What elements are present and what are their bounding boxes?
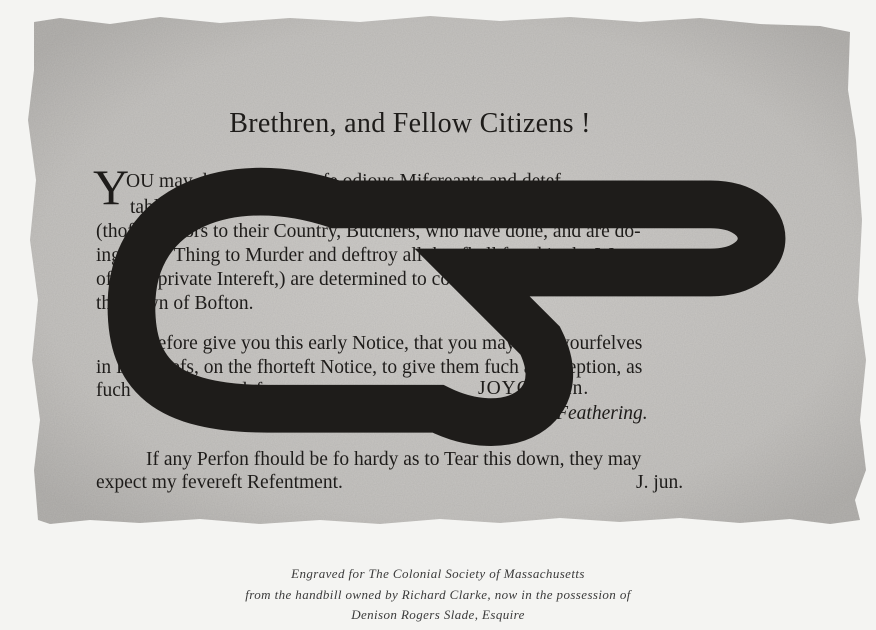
signature-j-jun: J. jun. <box>636 472 684 493</box>
para2-line-3: fuch vile Ingrates deferve. <box>96 380 301 401</box>
tea-consignees: Tea Consignees, <box>456 197 596 218</box>
drop-cap: Y <box>93 159 130 215</box>
para2-line-2: in Readinefs, on the fhorteft Notice, to give them fuch a Reception, as <box>96 357 643 378</box>
para2-line-1: I therefore give you this early Notice, that you may hold yourfelves <box>116 333 643 354</box>
para3-line-2: expect my fevereft Refentment. <box>96 472 343 493</box>
para1-line-5: of their private Intereft,) are determined to come and refide again in <box>96 269 625 290</box>
para1-line-2-text: table Tools to Miniftry and Governor, the <box>130 197 457 218</box>
para1-line-1: OU may depend, that thofe odious Mifcreants and detef- <box>126 171 568 192</box>
signature-joyce: JOYCE, jun. <box>478 378 590 399</box>
para1-line-3: (thofe Traitors to their Country, Butchers, who have done, and are do- <box>96 221 641 242</box>
caption-line-2: from the handbill owned by Richard Clarke, now in the possession of <box>245 587 631 602</box>
para1-line-6: the Town of Bofton. <box>96 293 254 314</box>
para1-line-4: ing every Thing to Murder and deftroy all that fhall ftand in the Way <box>96 245 631 266</box>
handbill-heading: Brethren, and Fellow Citizens ! <box>229 108 591 139</box>
caption-line-3: Denison Rogers Slade, Esquire <box>351 607 525 622</box>
para3-line-1: If any Perfon fhould be fo hardy as to Tear this down, they may <box>146 449 642 470</box>
caption-line-1: Engraved for The Colonial Society of Massachusetts <box>291 566 585 581</box>
chairman-line: (Chairman of the Committee for Tarring and Feathering. <box>202 403 648 424</box>
